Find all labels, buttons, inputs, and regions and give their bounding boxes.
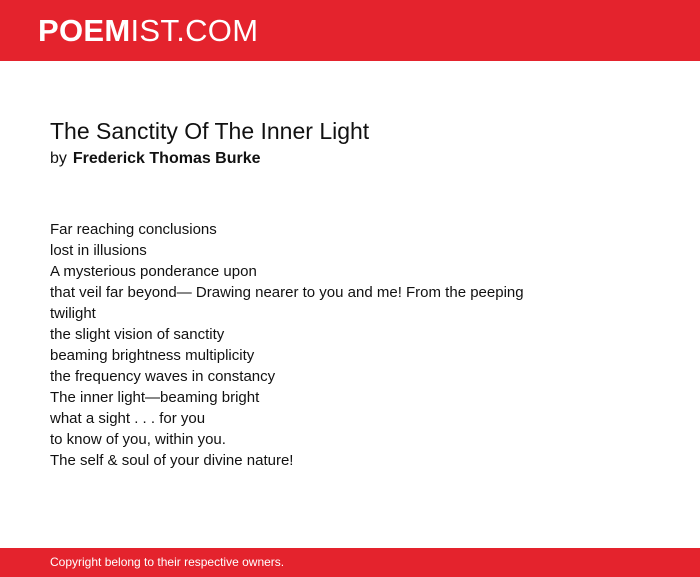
poem-line: beaming brightness multiplicity [50,347,255,364]
poem-line: that veil far beyond— Drawing nearer to you and me! From the peeping twilight [50,284,524,322]
poem-line: The self & soul of your divine nature! [50,452,294,469]
poem-line: the slight vision of sanctity [50,326,225,343]
byline [50,148,261,170]
poem-line: Far reaching conclusions [50,221,217,238]
copyright-notice: Copyright belong to their respective owners. [50,555,285,569]
logo-wordmark [38,10,258,52]
poem-line: the frequency waves in constancy [50,368,276,385]
poem-line: A mysterious ponderance upon [50,263,257,280]
site-header [0,0,700,61]
poem-body [50,219,570,471]
poem-line: lost in illusions [50,242,147,259]
poem-line: what a sight . . . for you [50,410,206,427]
author-link[interactable]: Frederick Thomas Burke [72,150,261,167]
poem-line: to know of you, within you. [50,431,226,448]
site-footer [0,548,700,577]
by-prefix: by [50,150,67,167]
poem-title: The Sanctity Of The Inner Light [50,118,370,144]
logo-text-bold: POEM [38,13,131,48]
site-logo[interactable] [18,10,259,52]
poem-line: The inner light—beaming bright [50,389,260,406]
logo-text-light: IST.COM [130,13,259,48]
